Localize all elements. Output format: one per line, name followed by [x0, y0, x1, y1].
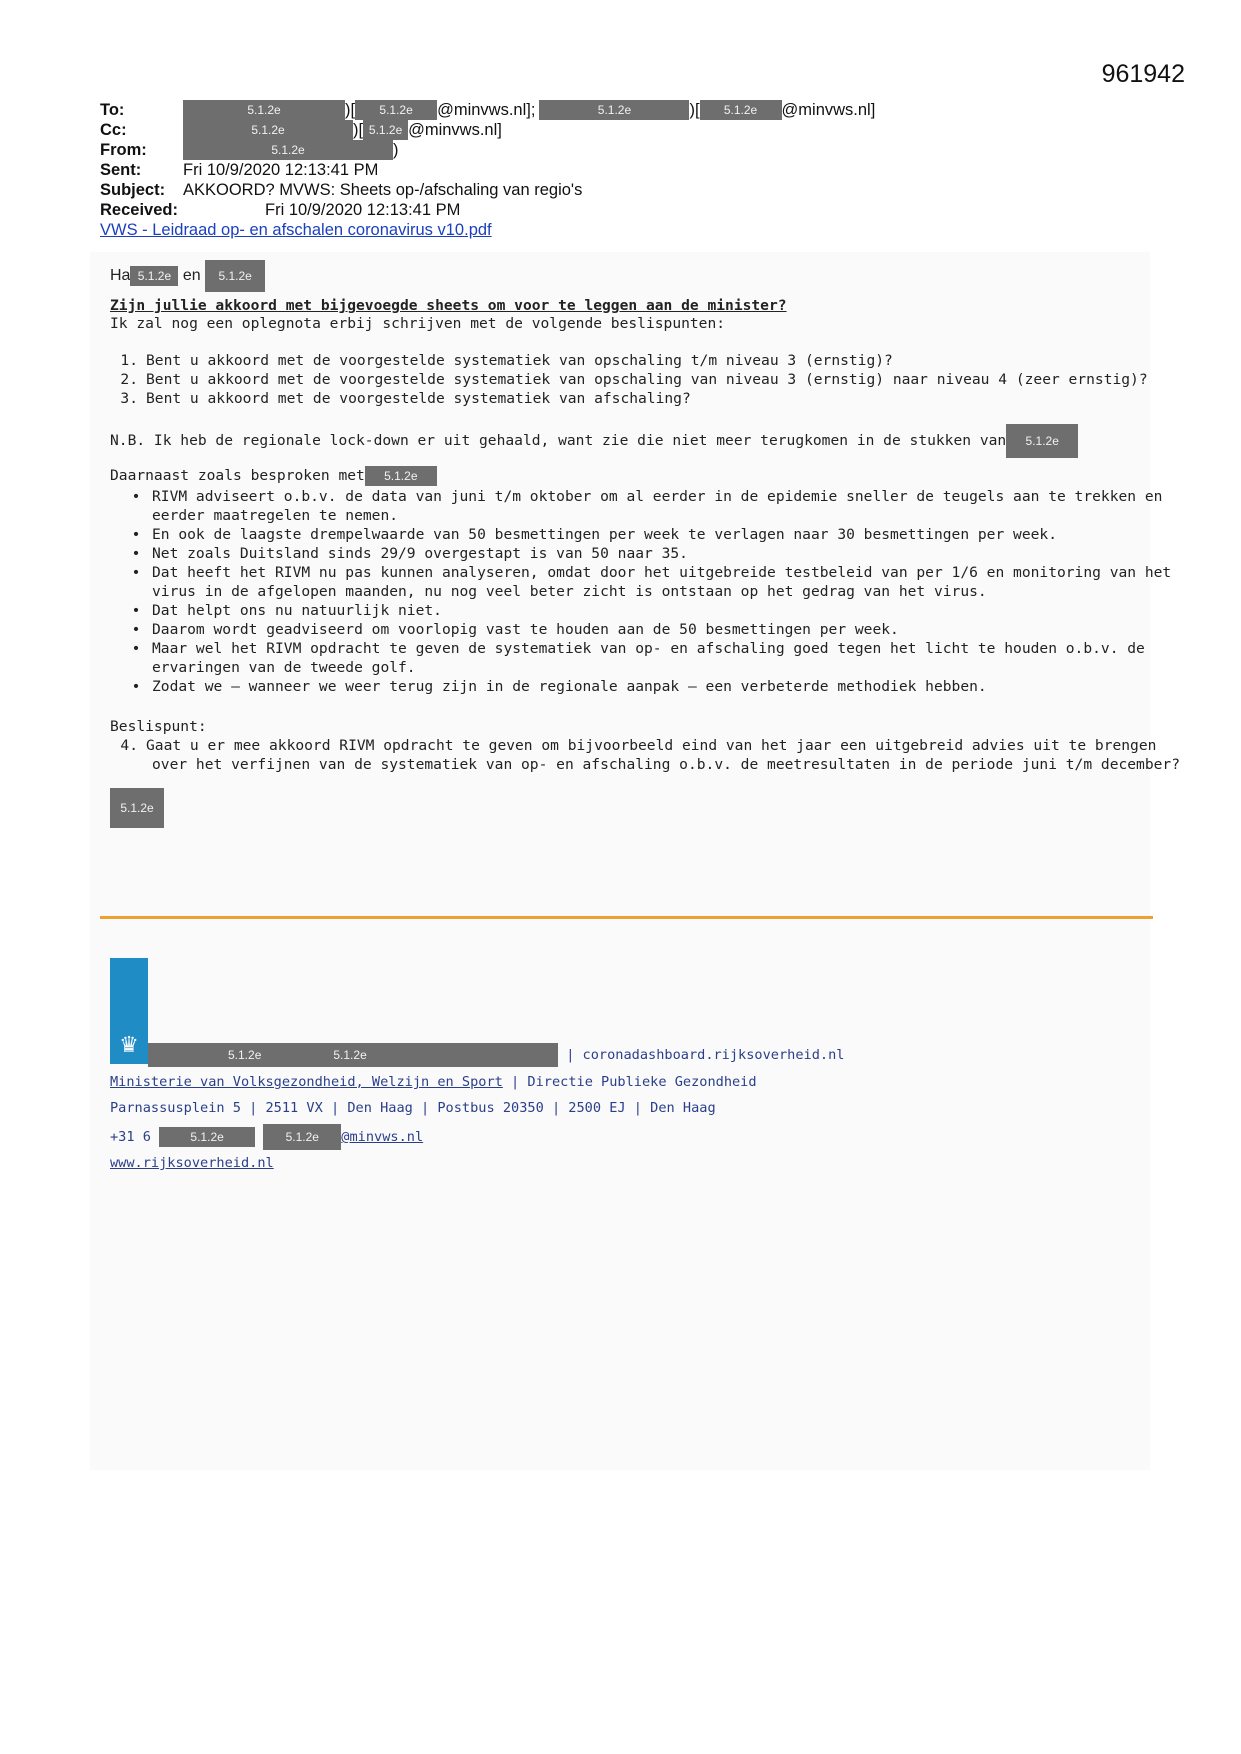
to-separator: )[ — [689, 101, 700, 119]
bullet-item: • En ook de laagste drempelwaarde van 50 besmettingen per week te verlagen naar 30 besmettingen per week. — [131, 526, 1057, 543]
redaction: 5.1.2e — [130, 266, 178, 286]
bullet-text: Dat helpt ons nu natuurlijk niet. — [152, 602, 442, 619]
bullet-item: • Dat heeft het RIVM nu pas kunnen analyseren, omdat door het uitgebreide testbeleid van per 1/6 en monitoring van het — [131, 564, 1172, 581]
cc-label: Cc: — [100, 121, 127, 139]
website-line — [110, 1155, 274, 1171]
decision-continuation: over het verfijnen van de systematiek van op- en afschaling o.b.v. de meetresultaten in de periode juni t/m december? — [152, 756, 1180, 773]
question-heading: Zijn jullie akkoord met bijgevoegde sheets om voor te leggen aan de minister? — [110, 297, 787, 314]
sent-row — [100, 160, 1150, 180]
to-label: To: — [100, 101, 125, 119]
attachment-row — [100, 220, 1150, 240]
decision-number: 4. — [120, 737, 138, 754]
bullet-item: • Dat helpt ons nu natuurlijk niet. — [131, 602, 442, 619]
bullet-item: • Daarom wordt geadviseerd om voorlopig vast te houden aan de 50 besmettingen per week. — [131, 621, 899, 638]
dashboard-link[interactable]: | coronadashboard.rijksoverheid.nl — [566, 1047, 845, 1063]
document-number: 961942 — [1101, 60, 1185, 88]
redaction: 5.1.2e — [183, 100, 345, 120]
cc-row — [100, 120, 1150, 140]
decision-text: Gaat u er mee akkoord RIVM opdracht te geven om bijvoorbeeld eind van het jaar een uitgebreid advies uit te brengen — [146, 737, 1157, 754]
greeting — [110, 260, 265, 292]
nb-note — [110, 424, 1078, 458]
redaction: 5.1.2e — [700, 100, 782, 120]
decision-number: 3. — [120, 390, 138, 407]
bullet-text: RIVM adviseert o.b.v. de data van juni t/m oktober om al eerder in de epidemie sneller de teugels aan te trekken en — [152, 488, 1163, 505]
redaction: 5.1.2e — [1006, 424, 1078, 458]
redaction: 5.1.2e — [183, 140, 393, 160]
email-link[interactable]: @minvws.nl — [341, 1129, 424, 1145]
decision-item — [110, 371, 1148, 388]
discussed-text: Daarnaast zoals besproken met — [110, 467, 365, 484]
to-separator: )[ — [345, 101, 356, 119]
decision-item — [110, 737, 1156, 754]
bullet-text: Net zoals Duitsland sinds 29/9 overgestapt is van 50 naar 35. — [152, 545, 688, 562]
discussed-line — [110, 466, 437, 486]
cc-separator: )[ — [353, 121, 364, 139]
to-domain: @minvws.nl]; — [437, 101, 536, 119]
nb-text: N.B. Ik heb de regionale lock-down er uit gehaald, want zie die niet meer terugkomen in de stukken van — [110, 432, 1007, 449]
bullet-continuation: eerder maatregelen te nemen. — [152, 507, 399, 524]
bullet-text: En ook de laagste drempelwaarde van 50 besmettingen per week te verlagen naar 30 besmettingen per week. — [152, 526, 1057, 543]
redaction: 5.1.2e — [365, 466, 437, 486]
received-label: Received: — [100, 201, 178, 219]
bullet-continuation: virus in de afgelopen maanden, nu nog veel beter zicht is ontstaan op het gedrag van het virus. — [152, 583, 987, 600]
directie-text: | Directie Publieke Gezondheid — [511, 1074, 757, 1090]
bullet-text: Zodat we – wanneer we weer terug zijn in de regionale aanpak – een verbeterde methodiek hebben. — [152, 678, 987, 695]
sent-label: Sent: — [100, 161, 142, 179]
redaction: 5.1.2e — [363, 120, 408, 140]
from-row — [100, 140, 1150, 160]
closing-signature — [110, 788, 164, 828]
received-row — [100, 200, 1150, 220]
bullet-item: • Net zoals Duitsland sinds 29/9 overgestapt is van 50 naar 35. — [131, 545, 688, 562]
bullet-text: Dat heeft het RIVM nu pas kunnen analyseren, omdat door het uitgebreide testbeleid van per 1/6 en monitoring van het — [152, 564, 1172, 581]
greeting-pre: Ha — [110, 267, 131, 285]
cc-domain: @minvws.nl] — [408, 121, 502, 139]
redaction: 5.1.2e — [159, 1127, 255, 1147]
sent-value: Fri 10/9/2020 12:13:41 PM — [183, 161, 379, 179]
decision-text: Bent u akkoord met de voorgestelde systematiek van opschaling van niveau 3 (ernstig) naar niveau 4 (zeer ernstig)? — [146, 371, 1148, 388]
subject-label: Subject: — [100, 181, 166, 199]
received-value: Fri 10/9/2020 12:13:41 PM — [265, 201, 461, 219]
bullet-text: Maar wel het RIVM opdracht te geven de systematiek van op- en afschaling goed tegen het licht te houden o.b.v. de — [152, 640, 1145, 657]
redaction: 5.1.2e — [205, 260, 265, 292]
beslispunt-label: Beslispunt: — [110, 718, 207, 735]
bullet-item: • RIVM adviseert o.b.v. de data van juni t/m oktober om al eerder in de epidemie sneller de teugels aan te trekken en — [131, 488, 1163, 505]
redaction: 5.1.2e — [110, 788, 164, 828]
website-link[interactable]: www.rijksoverheid.nl — [110, 1155, 274, 1171]
decision-item — [110, 352, 893, 369]
signature-name-line — [148, 1043, 844, 1067]
address-line: Parnassusplein 5 | 2511 VX | Den Haag | Postbus 20350 | 2500 EJ | Den Haag — [110, 1100, 716, 1116]
subject-row — [100, 180, 1150, 200]
decision-number: 2. — [120, 371, 138, 388]
contact-line — [110, 1124, 423, 1150]
bullet-item: • Zodat we – wanneer we weer terug zijn in de regionale aanpak – een verbeterde methodiek hebben. — [131, 678, 987, 695]
decision-number: 1. — [120, 352, 138, 369]
greeting-mid: en — [182, 267, 201, 285]
crest-icon: ♛ — [119, 1032, 139, 1057]
email-header — [100, 100, 1150, 240]
attachment-link[interactable]: VWS - Leidraad op- en afschalen coronavirus v10.pdf — [100, 221, 492, 239]
redaction: 5.1.2e — [263, 1124, 341, 1150]
bullet-continuation: ervaringen van de tweede golf. — [152, 659, 416, 676]
orange-divider — [100, 916, 1153, 919]
decision-item — [110, 390, 691, 407]
redaction: 5.1.2e 5.1.2e — [148, 1043, 558, 1067]
to-row — [100, 100, 1150, 120]
bullet-text: Daarom wordt geadviseerd om voorlopig vast te houden aan de 50 besmettingen per week. — [152, 621, 899, 638]
redaction: 5.1.2e — [183, 120, 353, 140]
subject-value: AKKOORD? MVWS: Sheets op-/afschaling van regio's — [183, 181, 583, 199]
decision-text: Bent u akkoord met de voorgestelde systematiek van afschaling? — [146, 390, 691, 407]
redaction: 5.1.2e — [355, 100, 437, 120]
phone-prefix: +31 6 — [110, 1129, 151, 1145]
bullet-item: • Maar wel het RIVM opdracht te geven de systematiek van op- en afschaling goed tegen het licht te houden o.b.v. de — [131, 640, 1145, 657]
ministry-link[interactable]: Ministerie van Volksgezondheid, Welzijn en Sport — [110, 1074, 503, 1090]
email-body — [90, 252, 1180, 1470]
redaction: 5.1.2e — [539, 100, 689, 120]
ministry-line — [110, 1074, 757, 1090]
decision-text: Bent u akkoord met de voorgestelde systematiek van opschaling t/m niveau 3 (ernstig)? — [146, 352, 893, 369]
from-label: From: — [100, 141, 147, 159]
to-domain: @minvws.nl] — [781, 101, 876, 119]
from-close: ) — [393, 141, 399, 159]
intro-text: Ik zal nog een oplegnota erbij schrijven met de volgende beslispunten: — [110, 315, 726, 332]
